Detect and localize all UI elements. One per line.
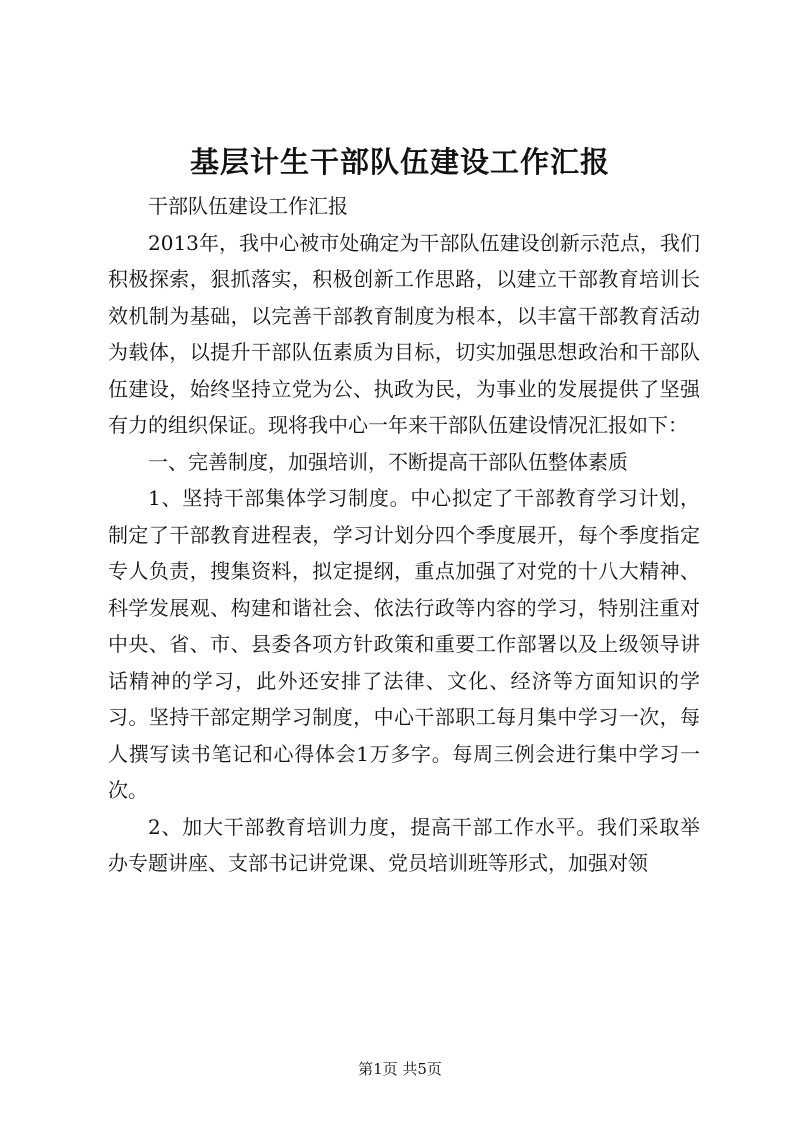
- paragraph-intro: 2013年，我中心被市处确定为干部队伍建设创新示范点，我们积极探索，狠抓落实，积极创新工作思路，以建立干部教育培训长效机制为基础，以完善干部教育制度为根本，以丰富干部教育活动为载体，以提升干部队伍素质为目标，切实加强思想政治和干部队伍建设，始终坚持立党为公、执政为民，为事业的发展提供了坚强有力的组织保证。现将我中心一年来干部队伍建设情况汇报如下：: [108, 230, 700, 437]
- document-title: 基层计生干部队伍建设工作汇报: [189, 145, 610, 179]
- paragraph-item-1: 1、坚持干部集体学习制度。中心拟定了干部教育学习计划，制定了干部教育进程表，学习计划分四个季度展开，每个季度指定专人负责，搜集资料，拟定提纲，重点加强了对党的十八大精神、科学发展观、构建和谐社会、依法行政等内容的学习，特别注重对中央、省、市、县委各项方针政策和重要工作部署以及上级领导讲话精神的学习，此外还安排了法律、文化、经济等方面知识的学习。坚持干部定期学习制度，中心干部职工每月集中学习一次，每人撰写读书笔记和心得体会1万多字。每周三例会进行集中学习一次。: [108, 486, 700, 802]
- paragraph-item-2: 2、加大干部教育培训力度，提高干部工作水平。我们采取举办专题讲座、支部书记讲党课、党员培训班等形式，加强对领: [108, 814, 700, 875]
- section-heading: 一、完善制度，加强培训，不断提高干部队伍整体素质: [148, 449, 628, 474]
- page-number: 第1页 共5页: [358, 1060, 442, 1078]
- document-body: [108, 188, 700, 882]
- paragraph-subtitle: 干部队伍建设工作汇报: [148, 194, 348, 218]
